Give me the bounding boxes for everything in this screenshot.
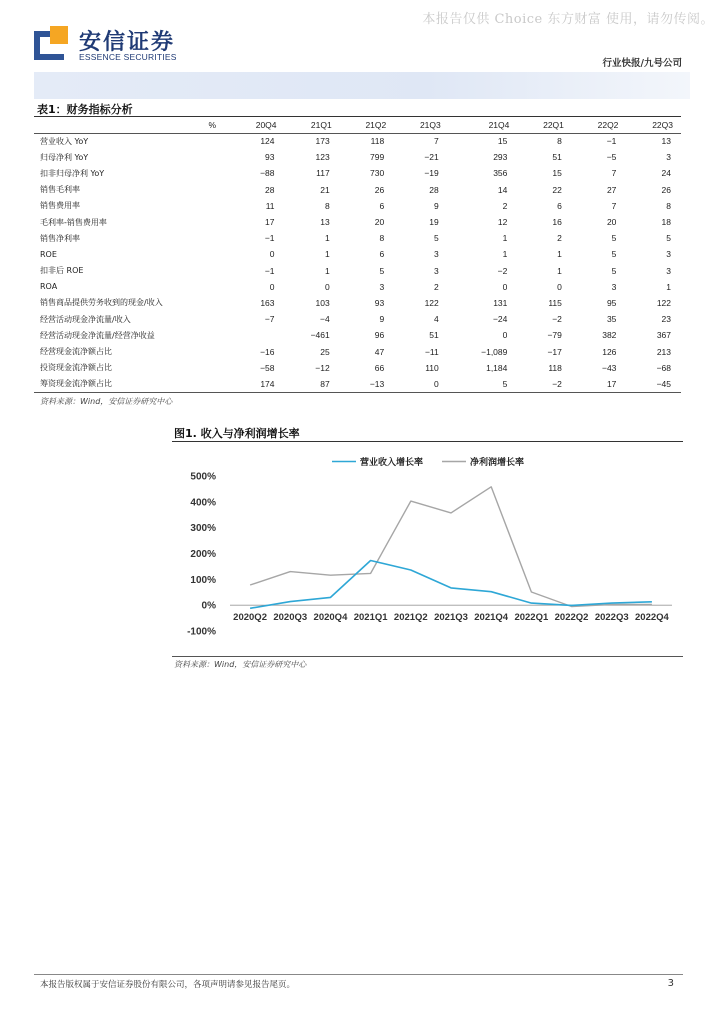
- table-cell: 5: [434, 233, 439, 244]
- table-cell: 2: [434, 281, 439, 292]
- table-cell: 799: [370, 152, 385, 163]
- y-tick-label: -100%: [187, 626, 216, 638]
- table-cell: 27: [606, 184, 617, 195]
- table-cell: 22: [552, 184, 562, 195]
- table-cell: 15: [497, 136, 508, 147]
- table-row: [34, 133, 681, 149]
- table-row: [34, 311, 681, 327]
- table-cell: 126: [602, 346, 617, 357]
- table-cell: 356: [493, 168, 508, 179]
- table-row: [34, 376, 681, 392]
- table-cell: 0: [324, 281, 330, 292]
- table-cell: 14: [497, 184, 508, 195]
- table-row: [34, 360, 681, 376]
- table-cell: −58: [260, 362, 275, 373]
- row-label: 经营现金流净额占比: [40, 347, 112, 357]
- table-cell: −21: [424, 152, 439, 163]
- table-cell: 51: [429, 330, 439, 341]
- figure-source-note: 资料来源：Wind，安信证券研究中心: [174, 660, 307, 669]
- row-label: 营业收入 YoY: [40, 136, 89, 146]
- table-body: [34, 133, 681, 392]
- column-header: 21Q1: [285, 117, 340, 133]
- column-header: 22Q2: [572, 117, 627, 133]
- table-cell: 66: [374, 362, 385, 373]
- row-label: ROE: [40, 249, 57, 259]
- logo-cn-text: 安信证券: [79, 30, 176, 55]
- table-cell: 0: [557, 281, 562, 292]
- footer-rule: [34, 974, 683, 975]
- table-cell: −1: [264, 233, 275, 244]
- table-cell: 24: [661, 168, 671, 179]
- table-row: [34, 279, 681, 295]
- table-cell: 7: [611, 200, 617, 211]
- table-cell: 95: [606, 297, 617, 308]
- table-cell: 1: [557, 249, 562, 260]
- table-cell: 1: [324, 249, 330, 260]
- table-cell: 6: [379, 200, 385, 211]
- table-cell: 213: [656, 346, 671, 357]
- table-cell: 0: [269, 281, 275, 292]
- table-cell: 1,184: [486, 362, 508, 373]
- table-cell: 3: [434, 249, 439, 260]
- chart-svg: [172, 443, 683, 658]
- table-cell: −4: [320, 314, 330, 325]
- table-cell: 122: [656, 297, 671, 308]
- column-header: 22Q3: [626, 117, 681, 133]
- table-cell: 1: [502, 233, 508, 244]
- figure-bottom-rule: [172, 656, 683, 657]
- row-label: 销售商品提供劳务收到的现金/收入: [40, 298, 163, 308]
- table-cell: 5: [611, 265, 617, 276]
- table-cell: −1: [606, 136, 617, 147]
- column-header: 21Q3: [394, 117, 449, 133]
- table-cell: 118: [548, 362, 562, 373]
- series-line-0: [250, 561, 652, 609]
- table-cell: 11: [265, 200, 275, 211]
- y-tick-label: 0%: [201, 600, 216, 612]
- table-cell: −2: [552, 378, 562, 389]
- table-row: [34, 182, 681, 198]
- table-bottom-rule: [34, 392, 681, 393]
- table-cell: 118: [370, 136, 385, 147]
- table-cell: 4: [434, 314, 439, 325]
- table-cell: 15: [552, 168, 562, 179]
- table-cell: 8: [666, 200, 671, 211]
- table-cell: 3: [434, 265, 439, 276]
- row-label: 扣非归母净利 YoY: [40, 168, 105, 178]
- table-cell: 131: [493, 297, 508, 308]
- figure-title: 图1. 收入与净利润增长率: [174, 427, 300, 440]
- table-cell: 87: [320, 378, 330, 389]
- row-label: 销售费用率: [40, 201, 80, 211]
- table-cell: 17: [606, 378, 617, 389]
- logo-en-text: ESSENCE SECURITIES: [79, 52, 177, 62]
- table-cell: 5: [666, 233, 671, 244]
- table-cell: −68: [656, 362, 671, 373]
- table-cell: 115: [548, 297, 562, 308]
- table-cell: −19: [424, 168, 439, 179]
- x-tick-label: 2021Q4: [474, 612, 509, 624]
- table-cell: 20: [606, 217, 617, 228]
- table-cell: 5: [611, 233, 617, 244]
- table-row: [34, 246, 681, 262]
- table-cell: 3: [666, 265, 671, 276]
- table-cell: −16: [260, 346, 275, 357]
- table-cell: 163: [260, 297, 275, 308]
- table-row: [34, 230, 681, 246]
- table-cell: −17: [547, 346, 562, 357]
- table-cell: 2: [502, 200, 508, 211]
- table-cell: 730: [370, 168, 385, 179]
- table-cell: 3: [379, 281, 385, 292]
- table-row: [34, 263, 681, 279]
- table-cell: −88: [260, 168, 275, 179]
- table-cell: 25: [320, 346, 330, 357]
- table-cell: 96: [374, 330, 385, 341]
- table-cell: 124: [260, 136, 275, 147]
- table-cell: −79: [547, 330, 562, 341]
- x-tick-label: 2022Q3: [594, 612, 629, 624]
- table-cell: 28: [429, 184, 439, 195]
- table-cell: 20: [374, 217, 385, 228]
- company-logo: [34, 25, 194, 65]
- table-cell: 93: [265, 152, 275, 163]
- table-cell: −13: [369, 378, 385, 389]
- table-cell: 8: [557, 136, 562, 147]
- table-cell: 123: [315, 152, 330, 163]
- table-cell: 26: [374, 184, 385, 195]
- table-cell: 1: [666, 281, 671, 292]
- y-tick-label: 100%: [190, 574, 216, 586]
- x-tick-label: 2021Q1: [353, 612, 388, 624]
- table-header-row: [34, 117, 681, 133]
- column-header: 20Q4: [230, 117, 285, 133]
- table-cell: 5: [502, 378, 508, 389]
- table-cell: 117: [316, 168, 330, 179]
- x-tick-label: 2021Q3: [434, 612, 468, 624]
- table-cell: −461: [310, 330, 330, 341]
- table-row: [34, 327, 681, 343]
- report-type-header: 行业快报/九号公司: [602, 58, 682, 69]
- table-cell: 16: [552, 217, 562, 228]
- row-label: 经营活动现金净流量/收入: [40, 314, 131, 324]
- row-label: 销售毛利率: [40, 185, 80, 195]
- legend-label: 净利润增长率: [470, 458, 525, 468]
- x-tick-label: 2022Q1: [514, 612, 549, 624]
- row-label: 销售净利率: [40, 233, 80, 243]
- table-cell: 0: [502, 330, 508, 341]
- table-cell: −43: [601, 362, 617, 373]
- x-tick-label: 2020Q3: [273, 612, 308, 624]
- x-tick-label: 2020Q4: [313, 612, 348, 624]
- table-cell: 28: [265, 184, 275, 195]
- table-cell: 5: [379, 265, 385, 276]
- table-cell: 47: [374, 346, 385, 357]
- table-cell: 103: [315, 297, 330, 308]
- table-cell: 13: [661, 136, 671, 147]
- table-cell: 6: [557, 200, 562, 211]
- table-cell: [230, 327, 285, 343]
- table-cell: −1: [264, 265, 275, 276]
- y-tick-label: 500%: [190, 471, 216, 483]
- table-cell: 110: [425, 362, 439, 373]
- table-cell: 3: [666, 152, 671, 163]
- table-cell: 8: [379, 233, 385, 244]
- row-label: 筹资现金流净额占比: [40, 379, 112, 389]
- table-cell: 9: [434, 200, 439, 211]
- table-cell: 9: [379, 314, 385, 325]
- y-tick-label: 300%: [190, 523, 216, 535]
- x-tick-label: 2021Q2: [393, 612, 428, 624]
- table-cell: 18: [661, 217, 671, 228]
- table-cell: 5: [611, 249, 617, 260]
- table-row: [34, 214, 681, 230]
- table-cell: −24: [492, 314, 508, 325]
- table-cell: 0: [269, 249, 275, 260]
- table-cell: 3: [666, 249, 671, 260]
- table-cell: 1: [502, 249, 508, 260]
- table-cell: −7: [264, 314, 275, 325]
- table-cell: 0: [502, 281, 508, 292]
- table-cell: 51: [552, 152, 562, 163]
- table-cell: 1: [324, 233, 330, 244]
- row-label: 归母净利 YoY: [40, 152, 89, 162]
- table-cell: −45: [656, 378, 671, 389]
- x-tick-label: 2022Q4: [635, 612, 669, 624]
- table-row: [34, 198, 681, 214]
- column-header: 22Q1: [517, 117, 572, 133]
- table-cell: −2: [552, 314, 562, 325]
- table-cell: 122: [424, 297, 439, 308]
- table-cell: 367: [656, 330, 671, 341]
- table-cell: 13: [320, 217, 330, 228]
- table-cell: 7: [611, 168, 617, 179]
- table-cell: 293: [493, 152, 508, 163]
- watermark-text: 本报告仅供 Choice 东方财富 使用，请勿传阅。: [422, 12, 714, 27]
- logo-mark-icon: [34, 26, 68, 60]
- table-cell: 3: [611, 281, 617, 292]
- column-header: 21Q4: [449, 117, 518, 133]
- y-tick-label: 400%: [190, 497, 216, 509]
- table-cell: 35: [606, 314, 617, 325]
- row-label: 扣非后 ROE: [40, 266, 84, 276]
- table-row: [34, 149, 681, 165]
- table-title: 表1：财务指标分析: [37, 103, 133, 116]
- table-row: [34, 165, 681, 181]
- legend-label: 营业收入增长率: [360, 458, 424, 468]
- table-cell: 173: [315, 136, 330, 147]
- table-cell: 382: [602, 330, 617, 341]
- table-cell: −12: [315, 362, 330, 373]
- table-cell: −1,089: [481, 346, 508, 357]
- table-cell: 0: [434, 378, 439, 389]
- footer-disclaimer: 本报告版权属于安信证券股份有限公司，各项声明请参见报告尾页。: [40, 980, 296, 990]
- financial-indicator-table: [34, 117, 681, 392]
- unit-header: %: [34, 117, 230, 133]
- table-cell: 2: [557, 233, 562, 244]
- header-band: [34, 72, 690, 99]
- table-cell: 7: [434, 136, 439, 147]
- table-cell: 93: [374, 297, 385, 308]
- table-cell: −11: [424, 346, 439, 357]
- table-cell: 23: [661, 314, 671, 325]
- table-cell: 17: [265, 217, 275, 228]
- x-tick-label: 2020Q2: [233, 612, 267, 624]
- row-label: 经营活动现金净流量/经营净收益: [40, 330, 155, 340]
- table-cell: 19: [429, 217, 439, 228]
- table-cell: 21: [320, 184, 330, 195]
- table-cell: −5: [606, 152, 617, 163]
- table-cell: 1: [324, 265, 330, 276]
- table-cell: 1: [557, 265, 562, 276]
- table-cell: 12: [497, 217, 508, 228]
- table-cell: 174: [260, 378, 275, 389]
- table-cell: −2: [497, 265, 508, 276]
- x-tick-label: 2022Q2: [554, 612, 589, 624]
- table-row: [34, 343, 681, 359]
- table-source-note: 资料来源：Wind，安信证券研究中心: [40, 397, 173, 406]
- table-cell: 8: [324, 200, 330, 211]
- table-row: [34, 295, 681, 311]
- page-number: 3: [667, 978, 674, 989]
- figure-top-rule: [172, 441, 683, 442]
- table-cell: 6: [379, 249, 385, 260]
- column-header: 21Q2: [340, 117, 395, 133]
- row-label: 毛利率-销售费用率: [40, 217, 107, 227]
- table-cell: 26: [661, 184, 671, 195]
- y-tick-label: 200%: [190, 549, 216, 560]
- growth-line-chart: [172, 443, 683, 658]
- row-label: 投资现金流净额占比: [40, 363, 112, 373]
- row-label: ROA: [40, 282, 58, 292]
